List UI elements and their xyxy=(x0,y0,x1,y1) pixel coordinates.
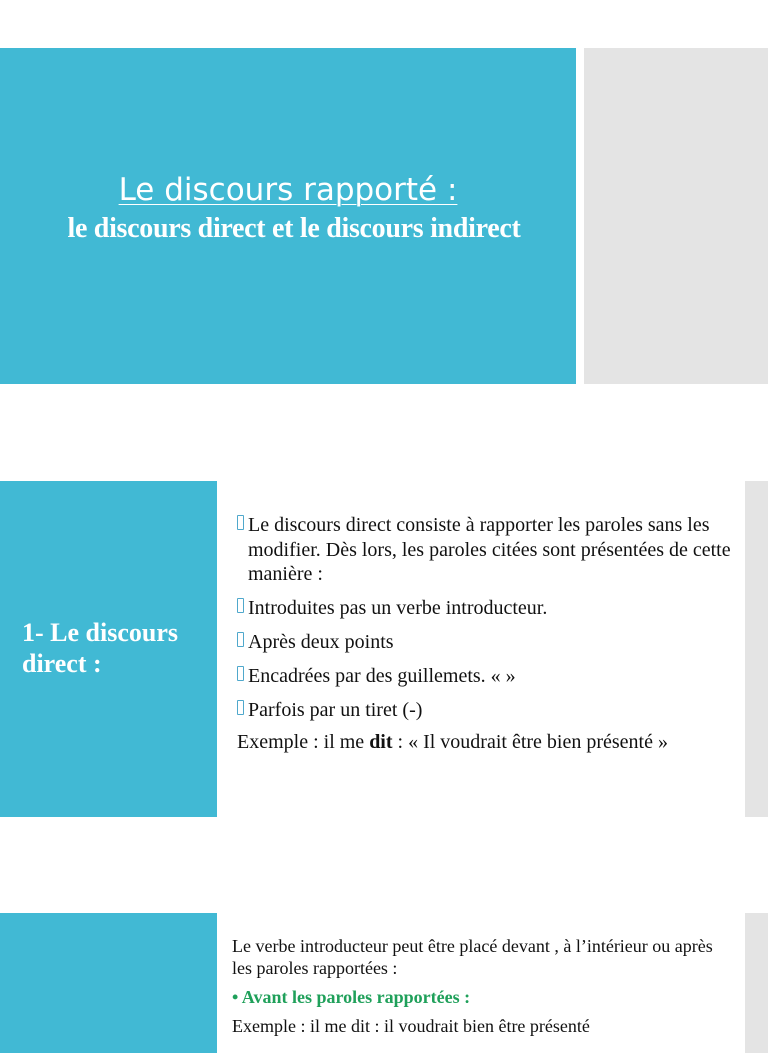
section-title: 1- Le discours direct : xyxy=(22,618,178,678)
discours-direct-slide xyxy=(0,481,768,817)
section-panel xyxy=(0,913,217,1053)
bullet-icon xyxy=(237,632,244,647)
slide-title: Le discours rapporté : xyxy=(118,172,458,208)
list-item: Après deux points xyxy=(237,630,737,655)
verbe-introducteur-slide xyxy=(0,913,768,1053)
slide-subtitle: le discours direct et le discours indirect xyxy=(67,213,521,244)
side-panel xyxy=(745,481,768,817)
sub-heading: • Avant les paroles rapportées : xyxy=(232,987,471,1007)
list-item: Introduites pas un verbe introducteur. xyxy=(237,596,737,621)
list-item: Parfois par un tiret (-) xyxy=(237,698,737,723)
list-item: Encadrées par des guillemets. « » xyxy=(237,664,737,689)
bullet-list xyxy=(237,513,737,732)
bullet-icon xyxy=(237,515,244,530)
example-line: Exemple : il me dit : il voudrait bien être présenté xyxy=(232,1016,590,1036)
example-line: Exemple : il me dit : « Il voudrait être bien présenté » xyxy=(237,731,668,753)
bullet-icon xyxy=(237,598,244,613)
list-item: Le discours direct consiste à rapporter les paroles sans les modifier. Dès lors, les paroles citées sont présentées de cette manière : xyxy=(237,513,737,587)
section-panel xyxy=(0,481,217,817)
intro-text: Le verbe introducteur peut être placé devant , à l’intérieur ou après les paroles rapportées : xyxy=(232,936,713,978)
title-slide xyxy=(0,48,768,384)
side-panel xyxy=(745,913,768,1053)
title-panel xyxy=(0,48,576,384)
side-panel xyxy=(584,48,768,384)
bullet-icon xyxy=(237,666,244,681)
bullet-icon xyxy=(237,700,244,715)
